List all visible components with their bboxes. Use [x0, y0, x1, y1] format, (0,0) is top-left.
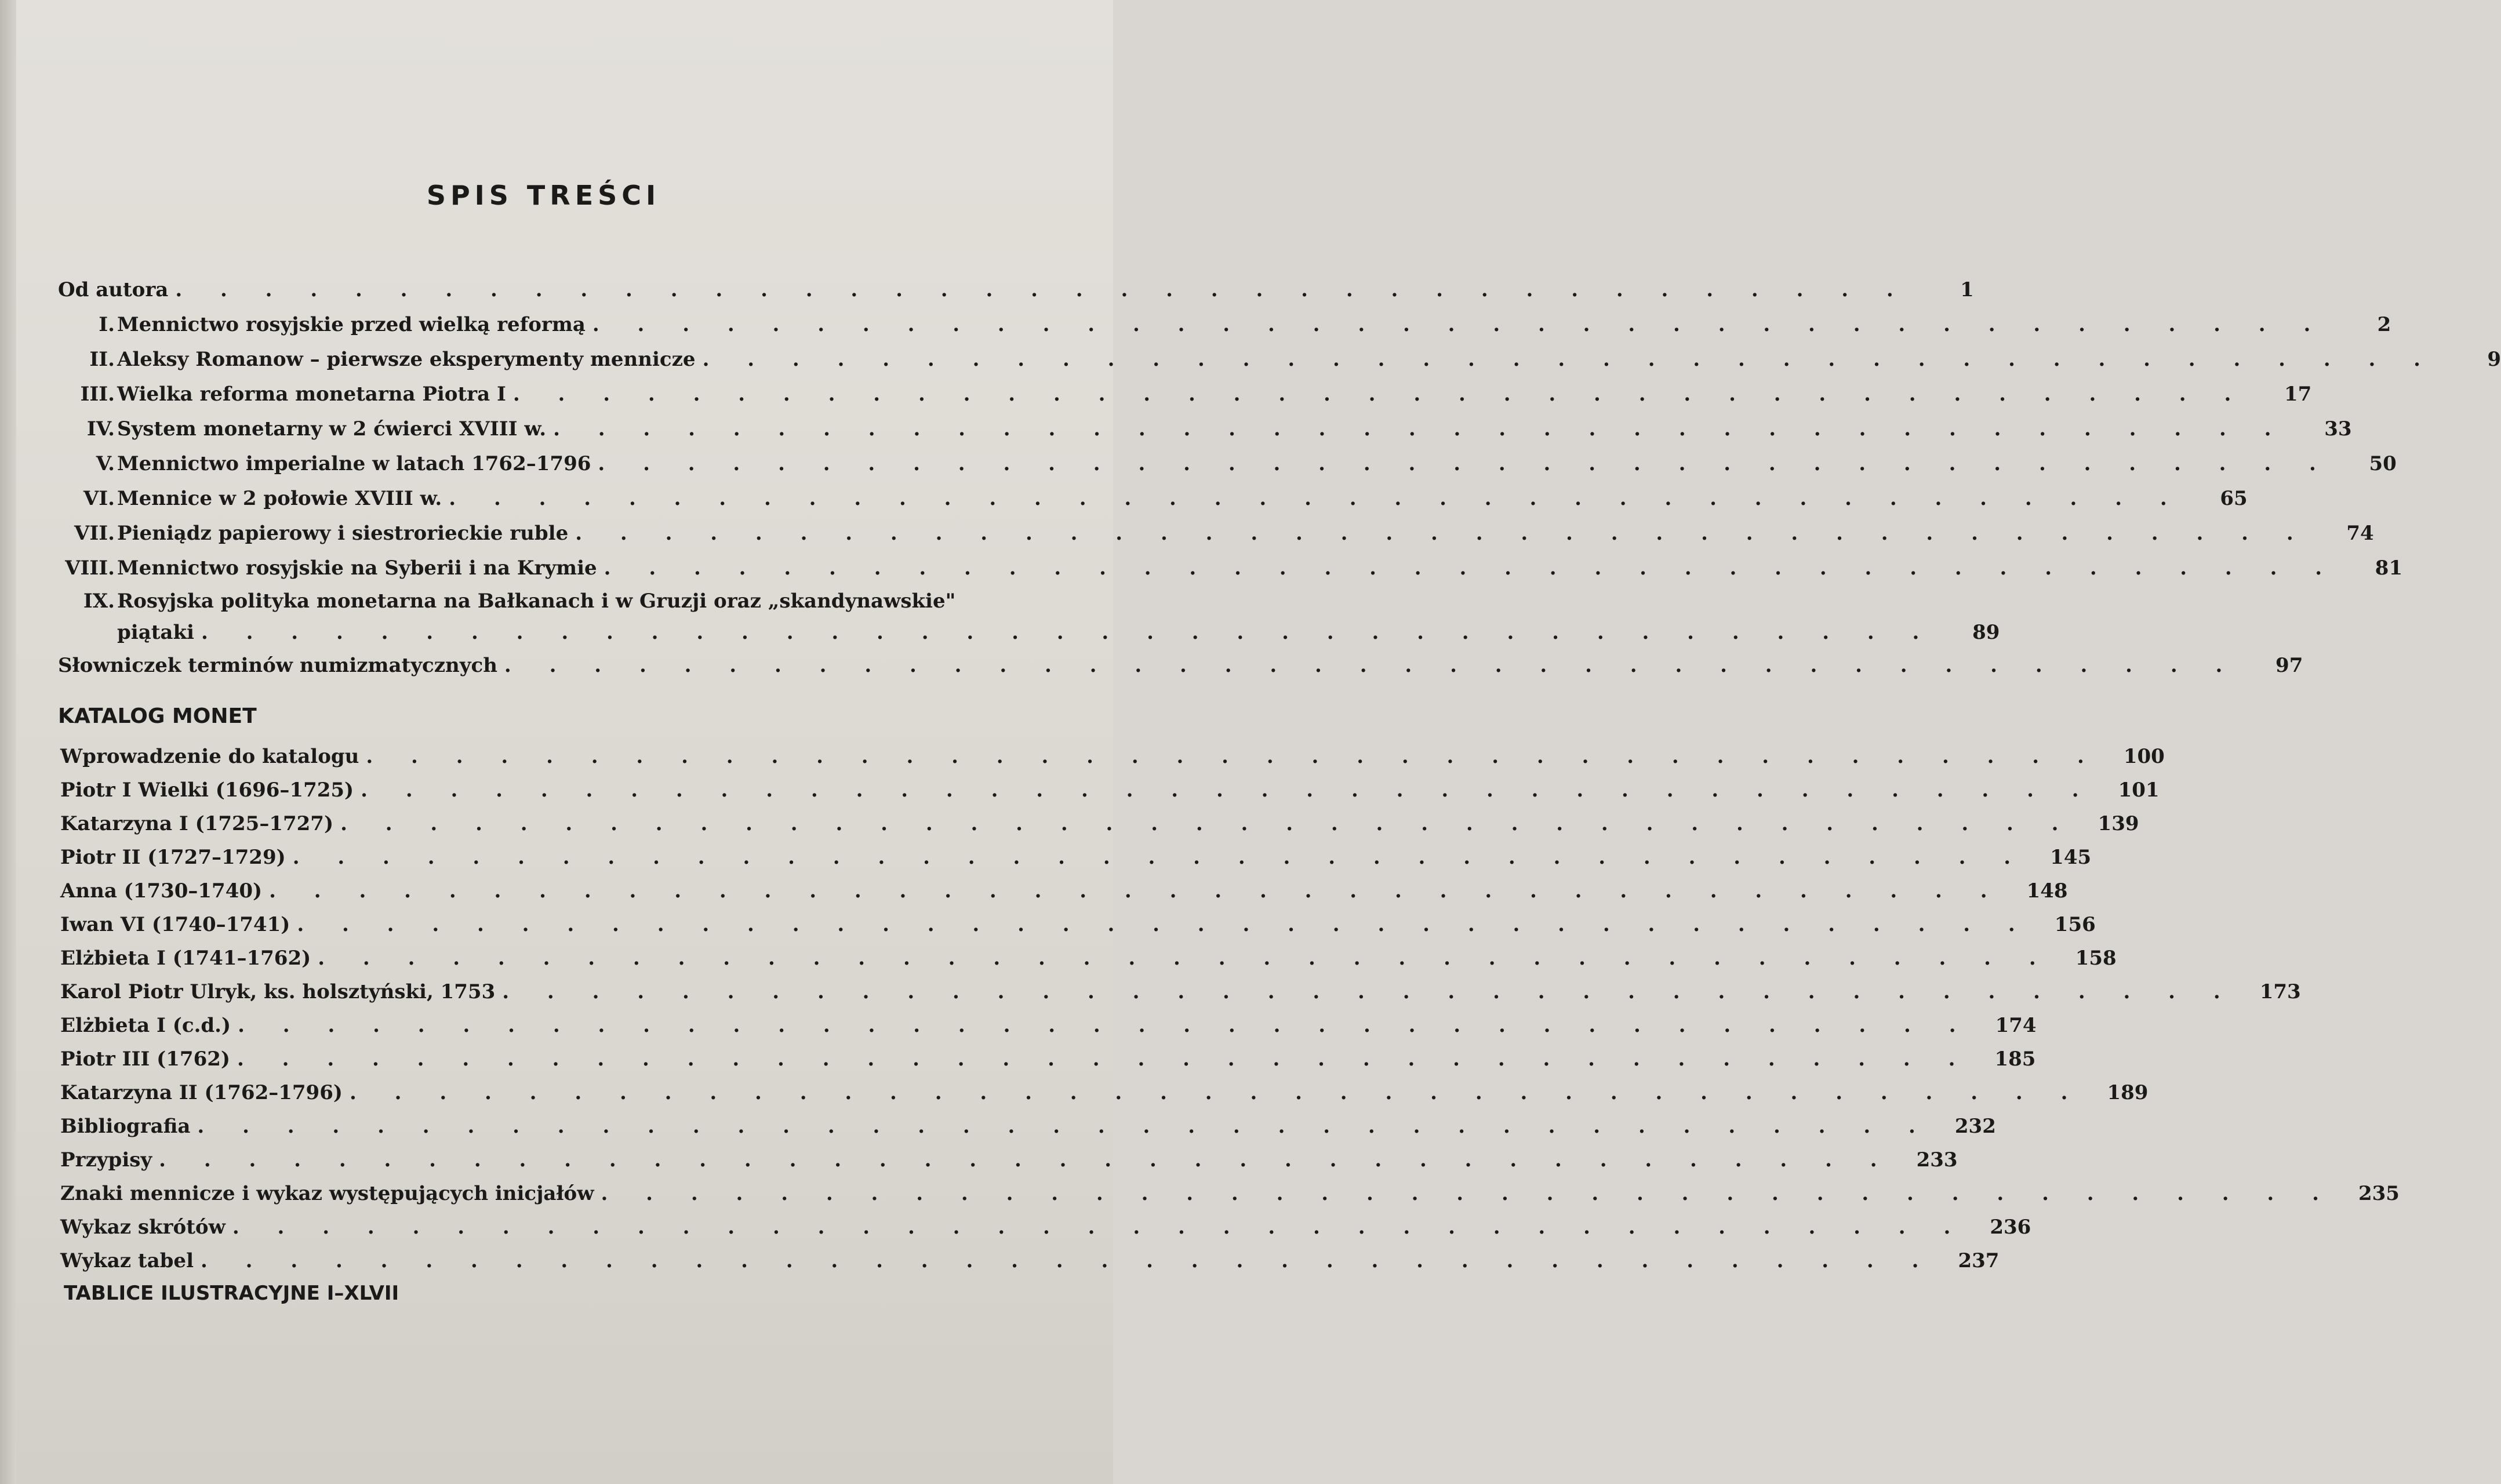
- page-number: 236: [1990, 1216, 2031, 1239]
- page-number: 185: [1994, 1047, 2036, 1071]
- entry-title: Elżbieta I (1741–1762): [60, 947, 311, 970]
- dot-leader: . . . . . . . . . . . . . . . . . . . . . . . . . . . . . . . . . . . . . . .: [702, 348, 2437, 371]
- page-title: SPIS TREŚCI: [426, 180, 661, 211]
- chapter-number: III.: [80, 383, 115, 406]
- dot-leader: . . . . . . . . . . . . . . . . . . . . . . . . . . . . . . . . . . . . . . .: [575, 522, 2309, 545]
- dot-leader: . . . . . . . . . . . . . . . . . . . . . . . . . . . . . . . . . . . . . . .: [598, 452, 2332, 475]
- page-number: 148: [2026, 879, 2068, 903]
- page-number: 1: [1960, 278, 1974, 301]
- entry-title: Przypisy: [60, 1148, 152, 1172]
- dot-leader: . . . . . . . . . . . . . . . . . . . . . . . . . . . . . . . . . . . . . . .: [175, 278, 1909, 301]
- entry-title: Wprowadzenie do katalogu: [60, 745, 359, 768]
- dot-leader: . . . . . . . . . . . . . . . . . . . . . . . . . . . . . . . . . . . . . . .: [159, 1148, 1893, 1172]
- page-number: 145: [2050, 846, 2092, 869]
- page-number: 74: [2346, 522, 2374, 545]
- page-number: 101: [2118, 779, 2160, 802]
- plates-heading: TABLICE ILUSTRACYJNE I–XLVII: [64, 1282, 399, 1305]
- entry-title: Wykaz tabel: [60, 1249, 194, 1272]
- dot-leader: . . . . . . . . . . . . . . . . . . . . . . . . . . . . . . . . . . . . . . .: [512, 383, 2247, 406]
- toc-entry: [58, 1210, 2031, 1244]
- dot-leader: . . . . . . . . . . . . . . . . . . . . . . . . . . . . . . . . . . . . . . .: [349, 1081, 2084, 1104]
- toc-entry: [58, 841, 2092, 874]
- entry-title: Elżbieta I (c.d.): [60, 1014, 231, 1037]
- entry-title: Piotr II (1727–1729): [60, 846, 286, 869]
- entry-title: Katarzyna I (1725–1727): [60, 812, 334, 835]
- entry-title: Katarzyna II (1762–1796): [60, 1081, 343, 1104]
- dot-leader: . . . . . . . . . . . . . . . . . . . . . . . . . . . . . . . . . . . . . . .: [292, 846, 2027, 869]
- chapter-number: IV.: [86, 417, 115, 441]
- entry-title: Mennice w 2 połowie XVIII w.: [117, 487, 442, 510]
- dot-leader: . . . . . . . . . . . . . . . . . . . . . . . . . . . . . . . . . . . . . . .: [201, 621, 1935, 644]
- toc-entry: [58, 975, 2301, 1009]
- dot-leader: . . . . . . . . . . . . . . . . . . . . . . . . . . . . . . . . . . . . . . .: [340, 812, 2074, 835]
- chapter-title-line-2: piątaki: [117, 621, 194, 644]
- toc-entry: [58, 941, 2117, 975]
- chapter-number: VII.: [74, 522, 115, 545]
- chapter-number: V.: [96, 452, 115, 475]
- chapter-title-line-1: Rosyjska polityka monetarna na Bałkanach i w Gruzji oraz „skandynawskie": [117, 590, 956, 613]
- entry-title: Anna (1730–1740): [60, 879, 263, 903]
- page-number: 139: [2098, 812, 2139, 835]
- toc-entry: [58, 377, 2312, 412]
- dot-leader: . . . . . . . . . . . . . . . . . . . . . . . . . . . . . . . . . . . . . . .: [197, 1115, 1931, 1138]
- toc-entry: [58, 1143, 1958, 1177]
- entry-title: Mennictwo rosyjskie przed wielką reformą: [117, 313, 586, 336]
- dot-leader: . . . . . . . . . . . . . . . . . . . . . . . . . . . . . . . . . . . . . . .: [502, 980, 2236, 1003]
- entry-title: Karol Piotr Ulryk, ks. holsztyński, 1753: [60, 980, 496, 1003]
- table-of-contents: [58, 272, 2501, 1309]
- page-number: 33: [2324, 417, 2352, 441]
- dot-leader: . . . . . . . . . . . . . . . . . . . . . . . . . . . . . . . . . . . . . . .: [232, 1216, 1966, 1239]
- entry-title: Pieniądz papierowy i siestrorieckie ruble: [117, 522, 569, 545]
- chapter-number: II.: [89, 348, 115, 371]
- toc-entry: [58, 272, 1974, 307]
- page-number: 158: [2075, 947, 2117, 970]
- toc-entry-glossary: [58, 648, 2303, 683]
- dot-leader: . . . . . . . . . . . . . . . . . . . . . . . . . . . . . . . . . . . . . . .: [200, 1249, 1935, 1272]
- toc-entry: [58, 412, 2352, 446]
- page-number: 89: [1972, 621, 2000, 644]
- chapter-number: VI.: [83, 487, 115, 510]
- page-number: 233: [1916, 1148, 1958, 1172]
- page-number: 65: [2220, 487, 2248, 510]
- entry-title: Znaki mennicze i wykaz występujących inicjałów: [60, 1182, 594, 1205]
- dot-leader: . . . . . . . . . . . . . . . . . . . . . . . . . . . . . . . . . . . . . . .: [237, 1047, 1971, 1071]
- page-number: 189: [2107, 1081, 2149, 1104]
- page-binding-edge: [0, 0, 16, 1484]
- dot-leader: . . . . . . . . . . . . . . . . . . . . . . . . . . . . . . . . . . . . . . .: [361, 779, 2095, 802]
- dot-leader: . . . . . . . . . . . . . . . . . . . . . . . . . . . . . . . . . . . . . . .: [366, 745, 2100, 768]
- toc-entry: [58, 446, 2397, 481]
- page-number: 156: [2054, 913, 2096, 936]
- toc-entry: [58, 551, 2403, 585]
- entry-title: Iwan VI (1740–1741): [60, 913, 290, 936]
- page-number: 17: [2284, 383, 2312, 406]
- page-number: 237: [1958, 1249, 2000, 1272]
- dot-leader: . . . . . . . . . . . . . . . . . . . . . . . . . . . . . . . . . . . . . . .: [449, 487, 2183, 510]
- toc-entry-chapter-ix: [58, 585, 2000, 648]
- entry-title: Mennictwo imperialne w latach 1762–1796: [117, 452, 591, 475]
- toc-entry: [58, 740, 2165, 773]
- chapter-number: I.: [99, 313, 115, 336]
- toc-entry: [58, 1009, 2037, 1042]
- entry-title: System monetarny w 2 ćwierci XVIII w.: [117, 417, 547, 441]
- toc-entry: [58, 307, 2391, 342]
- toc-entry: [58, 342, 2501, 377]
- dot-leader: . . . . . . . . . . . . . . . . . . . . . . . . . . . . . . . . . . . . . . .: [553, 417, 2287, 441]
- page-number: 50: [2369, 452, 2397, 475]
- entry-title: Słowniczek terminów numizmatycznych: [58, 654, 497, 677]
- dot-leader: . . . . . . . . . . . . . . . . . . . . . . . . . . . . . . . . . . . . . . .: [269, 879, 2003, 903]
- page-number: 235: [2358, 1182, 2400, 1205]
- toc-entry: [58, 1110, 1996, 1143]
- entry-title: Wielka reforma monetarna Piotra I: [117, 383, 506, 406]
- toc-entry: [58, 1076, 2149, 1110]
- entry-title: Bibliografia: [60, 1115, 191, 1138]
- page-number: 173: [2259, 980, 2301, 1003]
- catalog-list: [58, 740, 2400, 1278]
- chapter-list: [58, 272, 2501, 585]
- page-number: 174: [1995, 1014, 2037, 1037]
- dot-leader: . . . . . . . . . . . . . . . . . . . . . . . . . . . . . . . . . . . . . . .: [604, 556, 2338, 580]
- page-number: 232: [1954, 1115, 1996, 1138]
- dot-leader: . . . . . . . . . . . . . . . . . . . . . . . . . . . . . . . . . . . . . . .: [238, 1014, 1972, 1037]
- entry-title: Piotr I Wielki (1696–1725): [60, 779, 354, 802]
- entry-title: Wykaz skrótów: [60, 1216, 226, 1239]
- page-number: 100: [2123, 745, 2165, 768]
- toc-entry: [58, 908, 2096, 941]
- chapter-number: VIII.: [65, 556, 115, 580]
- toc-entry: [58, 773, 2160, 807]
- toc-entry: [58, 807, 2139, 841]
- toc-entry: [58, 1244, 2000, 1278]
- dot-leader: . . . . . . . . . . . . . . . . . . . . . . . . . . . . . . . . . . . . . . .: [318, 947, 2052, 970]
- chapter-number: IX.: [83, 590, 115, 613]
- catalog-heading: KATALOG MONET: [58, 704, 257, 728]
- dot-leader: . . . . . . . . . . . . . . . . . . . . . . . . . . . . . . . . . . . . . . .: [504, 654, 2238, 677]
- dot-leader: . . . . . . . . . . . . . . . . . . . . . . . . . . . . . . . . . . . . . . .: [592, 313, 2326, 336]
- dot-leader: . . . . . . . . . . . . . . . . . . . . . . . . . . . . . . . . . . . . . . .: [297, 913, 2031, 936]
- page-number: 97: [2275, 654, 2303, 677]
- entry-title: Aleksy Romanow – pierwsze eksperymenty mennicze: [117, 348, 696, 371]
- entry-title: Mennictwo rosyjskie na Syberii i na Krymie: [117, 556, 597, 580]
- page-number: 9: [2487, 348, 2501, 371]
- toc-entry: [58, 874, 2068, 908]
- toc-entry: [58, 1177, 2400, 1210]
- toc-entry: [58, 1042, 2036, 1076]
- entry-title: Od autora: [58, 278, 169, 301]
- toc-entry: [58, 481, 2248, 516]
- toc-entry: [58, 516, 2374, 551]
- entry-title: Piotr III (1762): [60, 1047, 230, 1071]
- page-number: 2: [2377, 313, 2391, 336]
- dot-leader: . . . . . . . . . . . . . . . . . . . . . . . . . . . . . . . . . . . . . . .: [601, 1182, 2335, 1205]
- page-number: 81: [2375, 556, 2403, 580]
